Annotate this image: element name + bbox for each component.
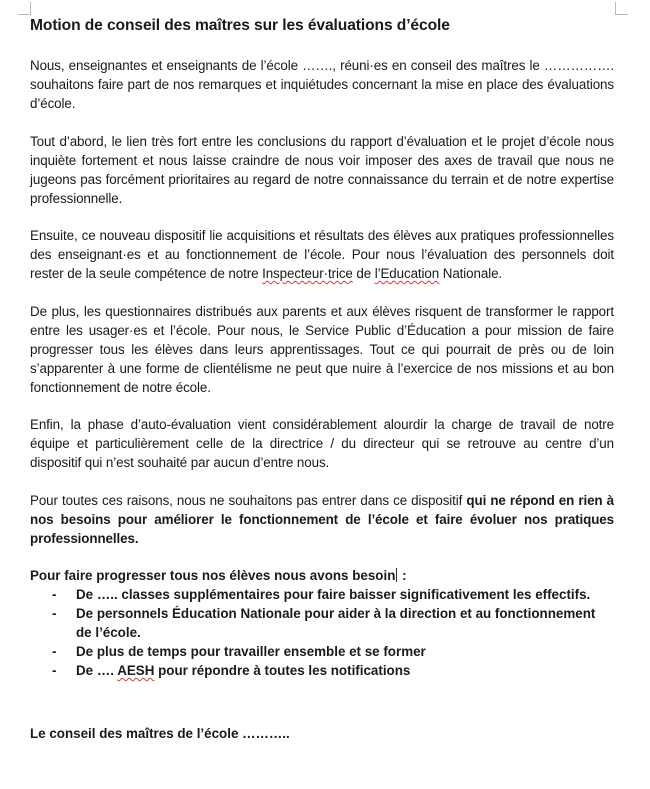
paragraph-project: Tout d’abord, le lien très fort entre les conclusions du rapport d’évaluation et le projet d’école nous inquiète fortement et nous laisse craindre de nous voir imposer des axes de travail que nous ne jugeons pas forcément prioritaires au regard de notre connaissance du terrain et de notre expertise professionnelle.	[30, 133, 614, 206]
document-body[interactable]	[30, 14, 614, 743]
needs-item-text: De ….. classes supplémentaires pour faire baisser significativement les effectifs.	[76, 587, 591, 602]
list-dash: -	[52, 644, 57, 659]
paragraph-conclusion-text: Pour toutes ces raisons, nous ne souhaitons pas entrer dans ce dispositif	[30, 492, 467, 508]
needs-item-text-start: De ….	[76, 663, 118, 678]
needs-list-item	[30, 604, 614, 642]
needs-intro-text: Pour faire progresser tous nos élèves nous avons besoin	[30, 568, 396, 583]
signature-line: Le conseil des maîtres de l’école ………..	[30, 726, 290, 741]
page-corner-mark-right	[615, 2, 628, 15]
list-dash: -	[52, 606, 57, 621]
paragraph-conclusion	[30, 491, 614, 548]
paragraph-conclusion-bold: qui ne répond en rien à nos besoins pour améliorer le fonctionnement de l’école et faire évoluer nos pratiques professionnelles.	[30, 492, 614, 546]
document-title: Motion de conseil des maîtres sur les évaluations d’école	[30, 17, 450, 34]
paragraph-intro: Nous, enseignantes et enseignants de l’école ……., réuni·es en conseil des maîtres le ……………. souhaitons faire part de nos remarques et inquiétudes concernant la mise en place des évaluations d’école.	[30, 58, 614, 111]
needs-item-text: De personnels Éducation Nationale pour aider à la direction et au fonctionnement de l’école.	[76, 606, 596, 640]
paragraph-evaluation-text-end: Nationale.	[439, 266, 503, 281]
paragraph-evaluation-text: Ensuite, ce nouveau dispositif lie acquisitions et résultats des élèves aux pratiques professionnelles des enseignant·es et au fonctionnement de l’école. Pour nous l’évaluation des personnels doit rester de la seule compétence de notre	[30, 228, 614, 281]
list-dash: -	[52, 587, 57, 602]
needs-item-text-end: pour répondre à toutes les notifications	[154, 663, 411, 678]
list-dash: -	[52, 663, 57, 678]
needs-item-text: De plus de temps pour travailler ensemble et se former	[76, 644, 426, 659]
paragraph-workload: Enfin, la phase d’auto-évaluation vient considérablement alourdir la charge de travail de notre équipe et particulièrement celle de la directrice / du directeur qui se retrouve au centre d’un dispositif qui n’est souhaité par aucun d’entre nous.	[30, 417, 614, 470]
needs-intro-colon: :	[398, 568, 407, 583]
needs-intro	[30, 566, 614, 585]
needs-list-item	[30, 661, 614, 680]
spelling-flag-inspecteur[interactable]: Inspecteur·trice	[262, 266, 353, 281]
paragraph-questionnaires: De plus, les questionnaires distribués aux parents et aux élèves risquent de transformer le rapport entre les usager·es et l’école. Pour nous, le Service Public d’Éducation a pour mission de faire progresser tous les élèves dans leurs apprentissages. Tout ce qui pourrait de près ou de loin s’apparenter à une forme de clientélisme ne peut que nuire à l’exercice de nos missions et au bon fonctionnement de notre école.	[30, 303, 614, 395]
spelling-flag-aesh[interactable]: AESH	[117, 663, 155, 678]
paragraph-evaluation-text-mid: de	[352, 266, 375, 281]
paragraph-evaluation	[30, 226, 614, 283]
spelling-flag-education[interactable]: l’Education	[374, 266, 440, 281]
needs-list	[30, 585, 614, 680]
needs-list-item	[30, 585, 614, 604]
needs-list-item	[30, 642, 614, 661]
